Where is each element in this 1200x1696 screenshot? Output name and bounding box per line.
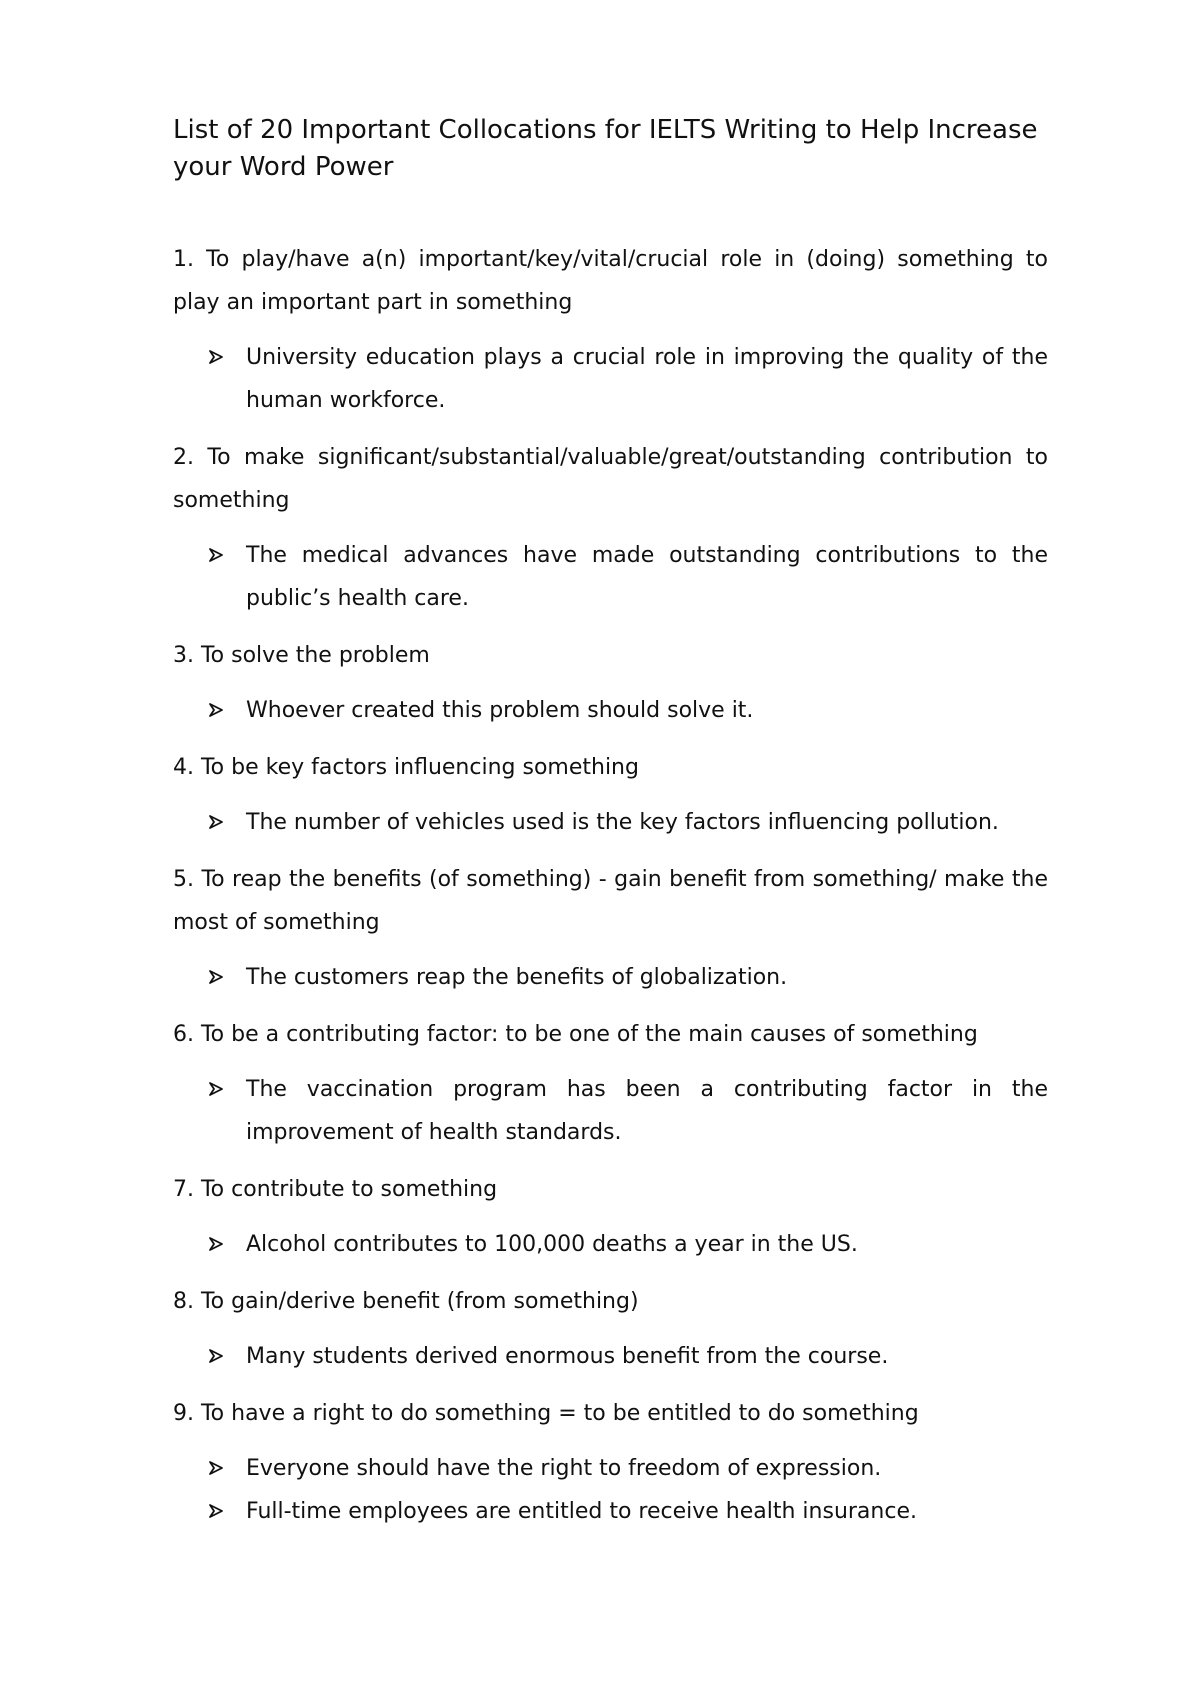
example-sentence [173,1447,1048,1490]
example-sentence [173,801,1048,844]
example-text: The number of vehicles used is the key factors influencing pollution. [246,810,999,835]
collocation-item [173,1013,1048,1154]
collocation-heading: 2. To make significant/substantial/valuable/great/outstanding contribution to something [173,445,1048,513]
example-list [173,1223,1048,1266]
collocation-item [173,1280,1048,1378]
example-list [173,1068,1048,1154]
collocation-item [173,238,1048,422]
example-list [173,801,1048,844]
arrow-bullet-icon [208,534,228,577]
example-list [173,689,1048,732]
collocation-item [173,1392,1048,1533]
example-list [173,1335,1048,1378]
example-list [173,534,1048,620]
example-text: Whoever created this problem should solve it. [246,698,754,723]
arrow-bullet-icon [208,1490,228,1533]
collocation-item [173,1168,1048,1266]
collocation-item [173,858,1048,999]
arrow-bullet-icon [208,1068,228,1111]
example-text: The vaccination program has been a contributing factor in the improvement of health standards. [246,1077,1048,1145]
example-text: Many students derived enormous benefit from the course. [246,1344,889,1369]
document-content [173,112,1048,1547]
example-sentence [173,689,1048,732]
example-sentence [173,1068,1048,1154]
example-sentence [173,534,1048,620]
collocation-heading: 7. To contribute to something [173,1177,498,1202]
example-text: Everyone should have the right to freedom of expression. [246,1456,882,1481]
example-list [173,1447,1048,1533]
example-sentence [173,1223,1048,1266]
arrow-bullet-icon [208,689,228,732]
collocation-heading: 1. To play/have a(n) important/key/vital/crucial role in (doing) something to play an important part in something [173,247,1048,315]
example-text: Alcohol contributes to 100,000 deaths a year in the US. [246,1232,858,1257]
collocation-heading: 4. To be key factors influencing something [173,755,639,780]
example-text: The medical advances have made outstanding contributions to the public’s health care. [246,543,1048,611]
example-sentence [173,336,1048,422]
collocation-item [173,436,1048,620]
collocation-heading: 6. To be a contributing factor: to be one of the main causes of something [173,1022,978,1047]
example-list [173,956,1048,999]
collocation-heading: 8. To gain/derive benefit (from something) [173,1289,639,1314]
document-title: List of 20 Important Collocations for IELTS Writing to Help Increase your Word Power [173,115,1038,182]
example-text: Full-time employees are entitled to receive health insurance. [246,1499,917,1524]
collocation-item [173,634,1048,732]
collocation-heading: 5. To reap the benefits (of something) - gain benefit from something/ make the most of something [173,867,1048,935]
example-sentence [173,956,1048,999]
arrow-bullet-icon [208,956,228,999]
example-text: University education plays a crucial role in improving the quality of the human workforce. [246,345,1048,413]
collocation-heading: 3. To solve the problem [173,643,430,668]
arrow-bullet-icon [208,1335,228,1378]
example-text: The customers reap the benefits of globalization. [246,965,788,990]
arrow-bullet-icon [208,1223,228,1266]
example-sentence [173,1490,1048,1533]
collocation-item [173,746,1048,844]
example-list [173,336,1048,422]
arrow-bullet-icon [208,1447,228,1490]
collocation-heading: 9. To have a right to do something = to be entitled to do something [173,1401,919,1426]
example-sentence [173,1335,1048,1378]
arrow-bullet-icon [208,801,228,844]
arrow-bullet-icon [208,336,228,379]
